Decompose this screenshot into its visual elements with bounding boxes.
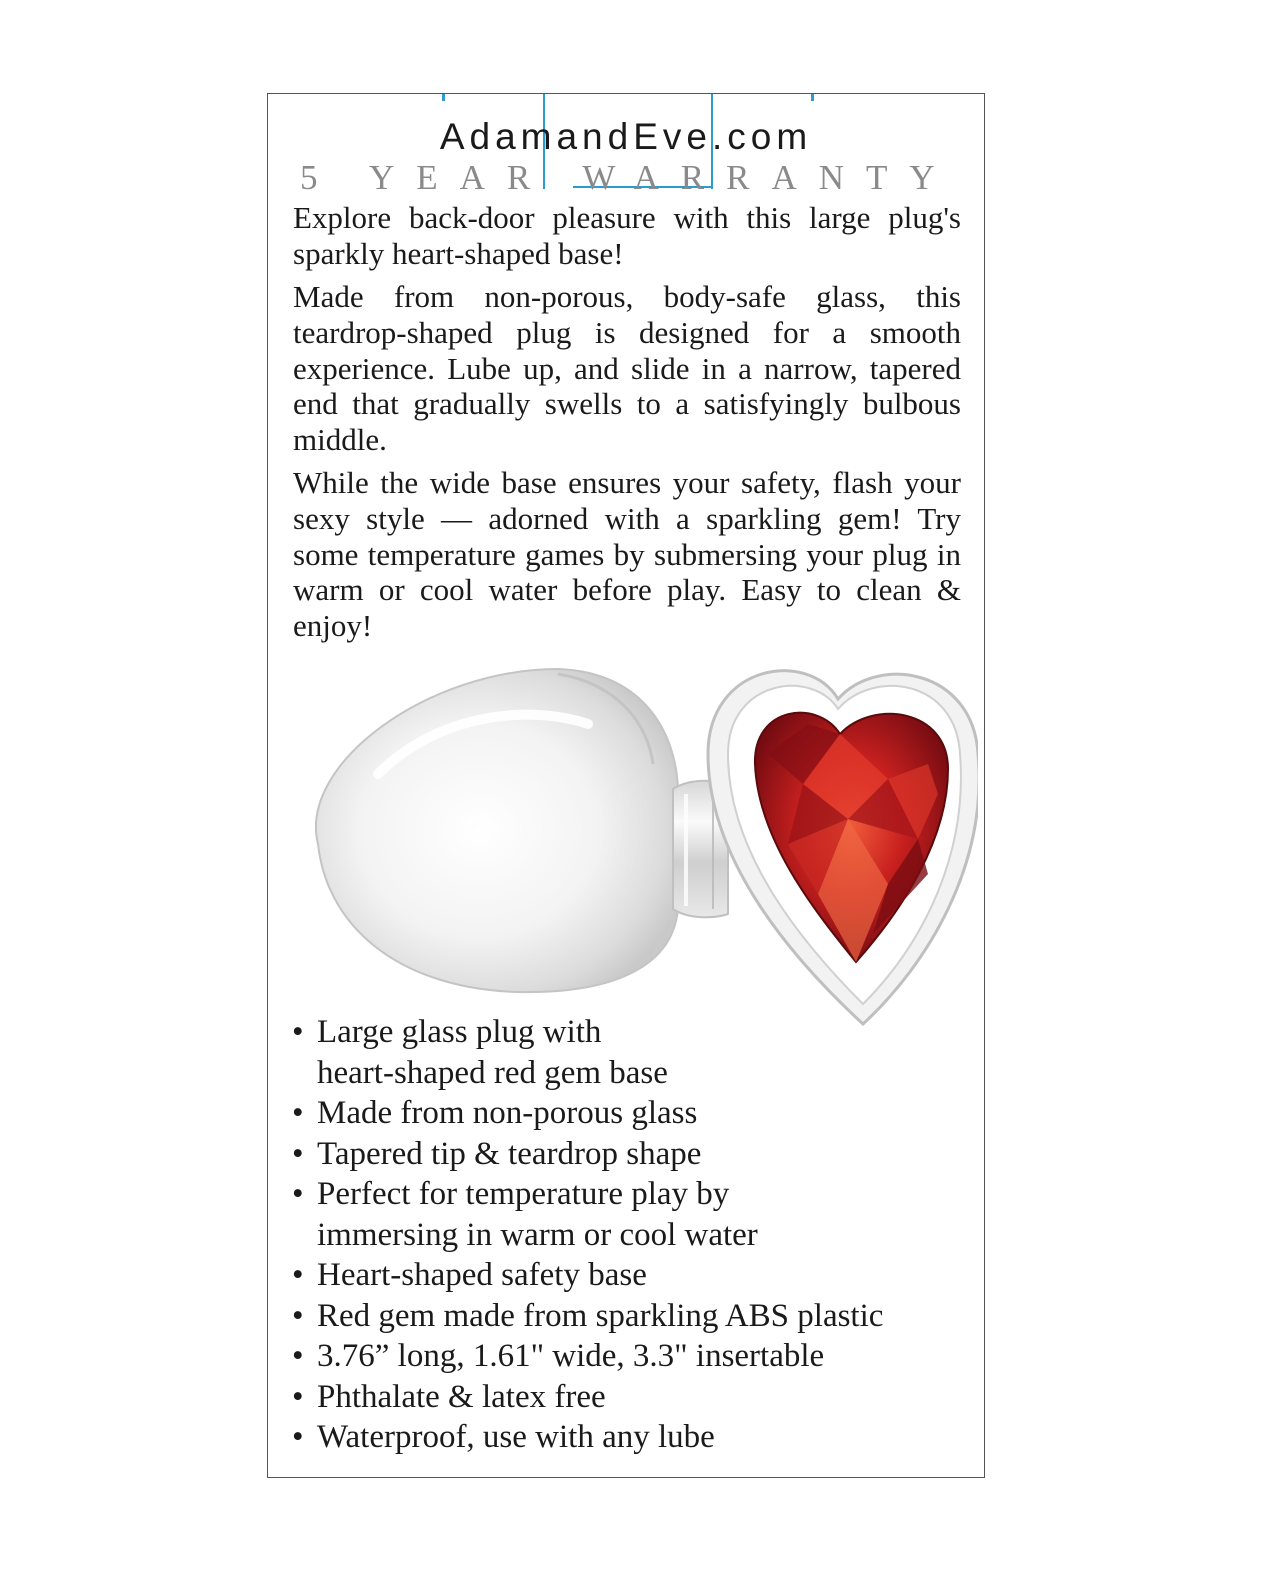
feature-list <box>292 1012 982 1458</box>
description-paragraph: While the wide base ensures your safety, flash your sexy style — adorned with a sparkling gem! Try some temperature games by submersing your plug in warm or cool water before play. Easy to clean & enjoy! <box>293 465 961 644</box>
description-paragraph: Made from non-porous, body-safe glass, this teardrop-shaped plug is designed for a smooth experience. Lube up, and slide in a narrow, tapered end that gradually swells to a satisfyingly bulbous middle. <box>293 279 961 458</box>
feature-item: • Perfect for temperature play by immersing in warm or cool water <box>292 1174 877 1255</box>
product-image <box>288 644 978 1039</box>
feature-item: • Waterproof, use with any lube <box>292 1417 982 1458</box>
feature-item: • Tapered tip & teardrop shape <box>292 1134 982 1175</box>
brand-website: AdamandEve.com <box>439 116 813 157</box>
decorative-blue-line <box>811 94 814 101</box>
product-info-card <box>267 93 985 1478</box>
warranty-heading: 5 YEAR WARRANTY <box>300 158 957 197</box>
feature-item: • Made from non-porous glass <box>292 1093 982 1134</box>
description-paragraph: Explore back-door pleasure with this large plug's sparkly heart-shaped base! <box>293 200 961 271</box>
feature-item: • 3.76” long, 1.61" wide, 3.3" insertable <box>292 1336 982 1377</box>
feature-item: • Large glass plug with heart-shaped red gem base <box>292 1012 677 1093</box>
glass-bulb <box>316 669 678 992</box>
feature-item: • Heart-shaped safety base <box>292 1255 982 1296</box>
feature-item: • Red gem made from sparkling ABS plastic <box>292 1296 982 1337</box>
decorative-blue-line <box>442 94 445 101</box>
feature-item: • Phthalate & latex free <box>292 1377 982 1418</box>
